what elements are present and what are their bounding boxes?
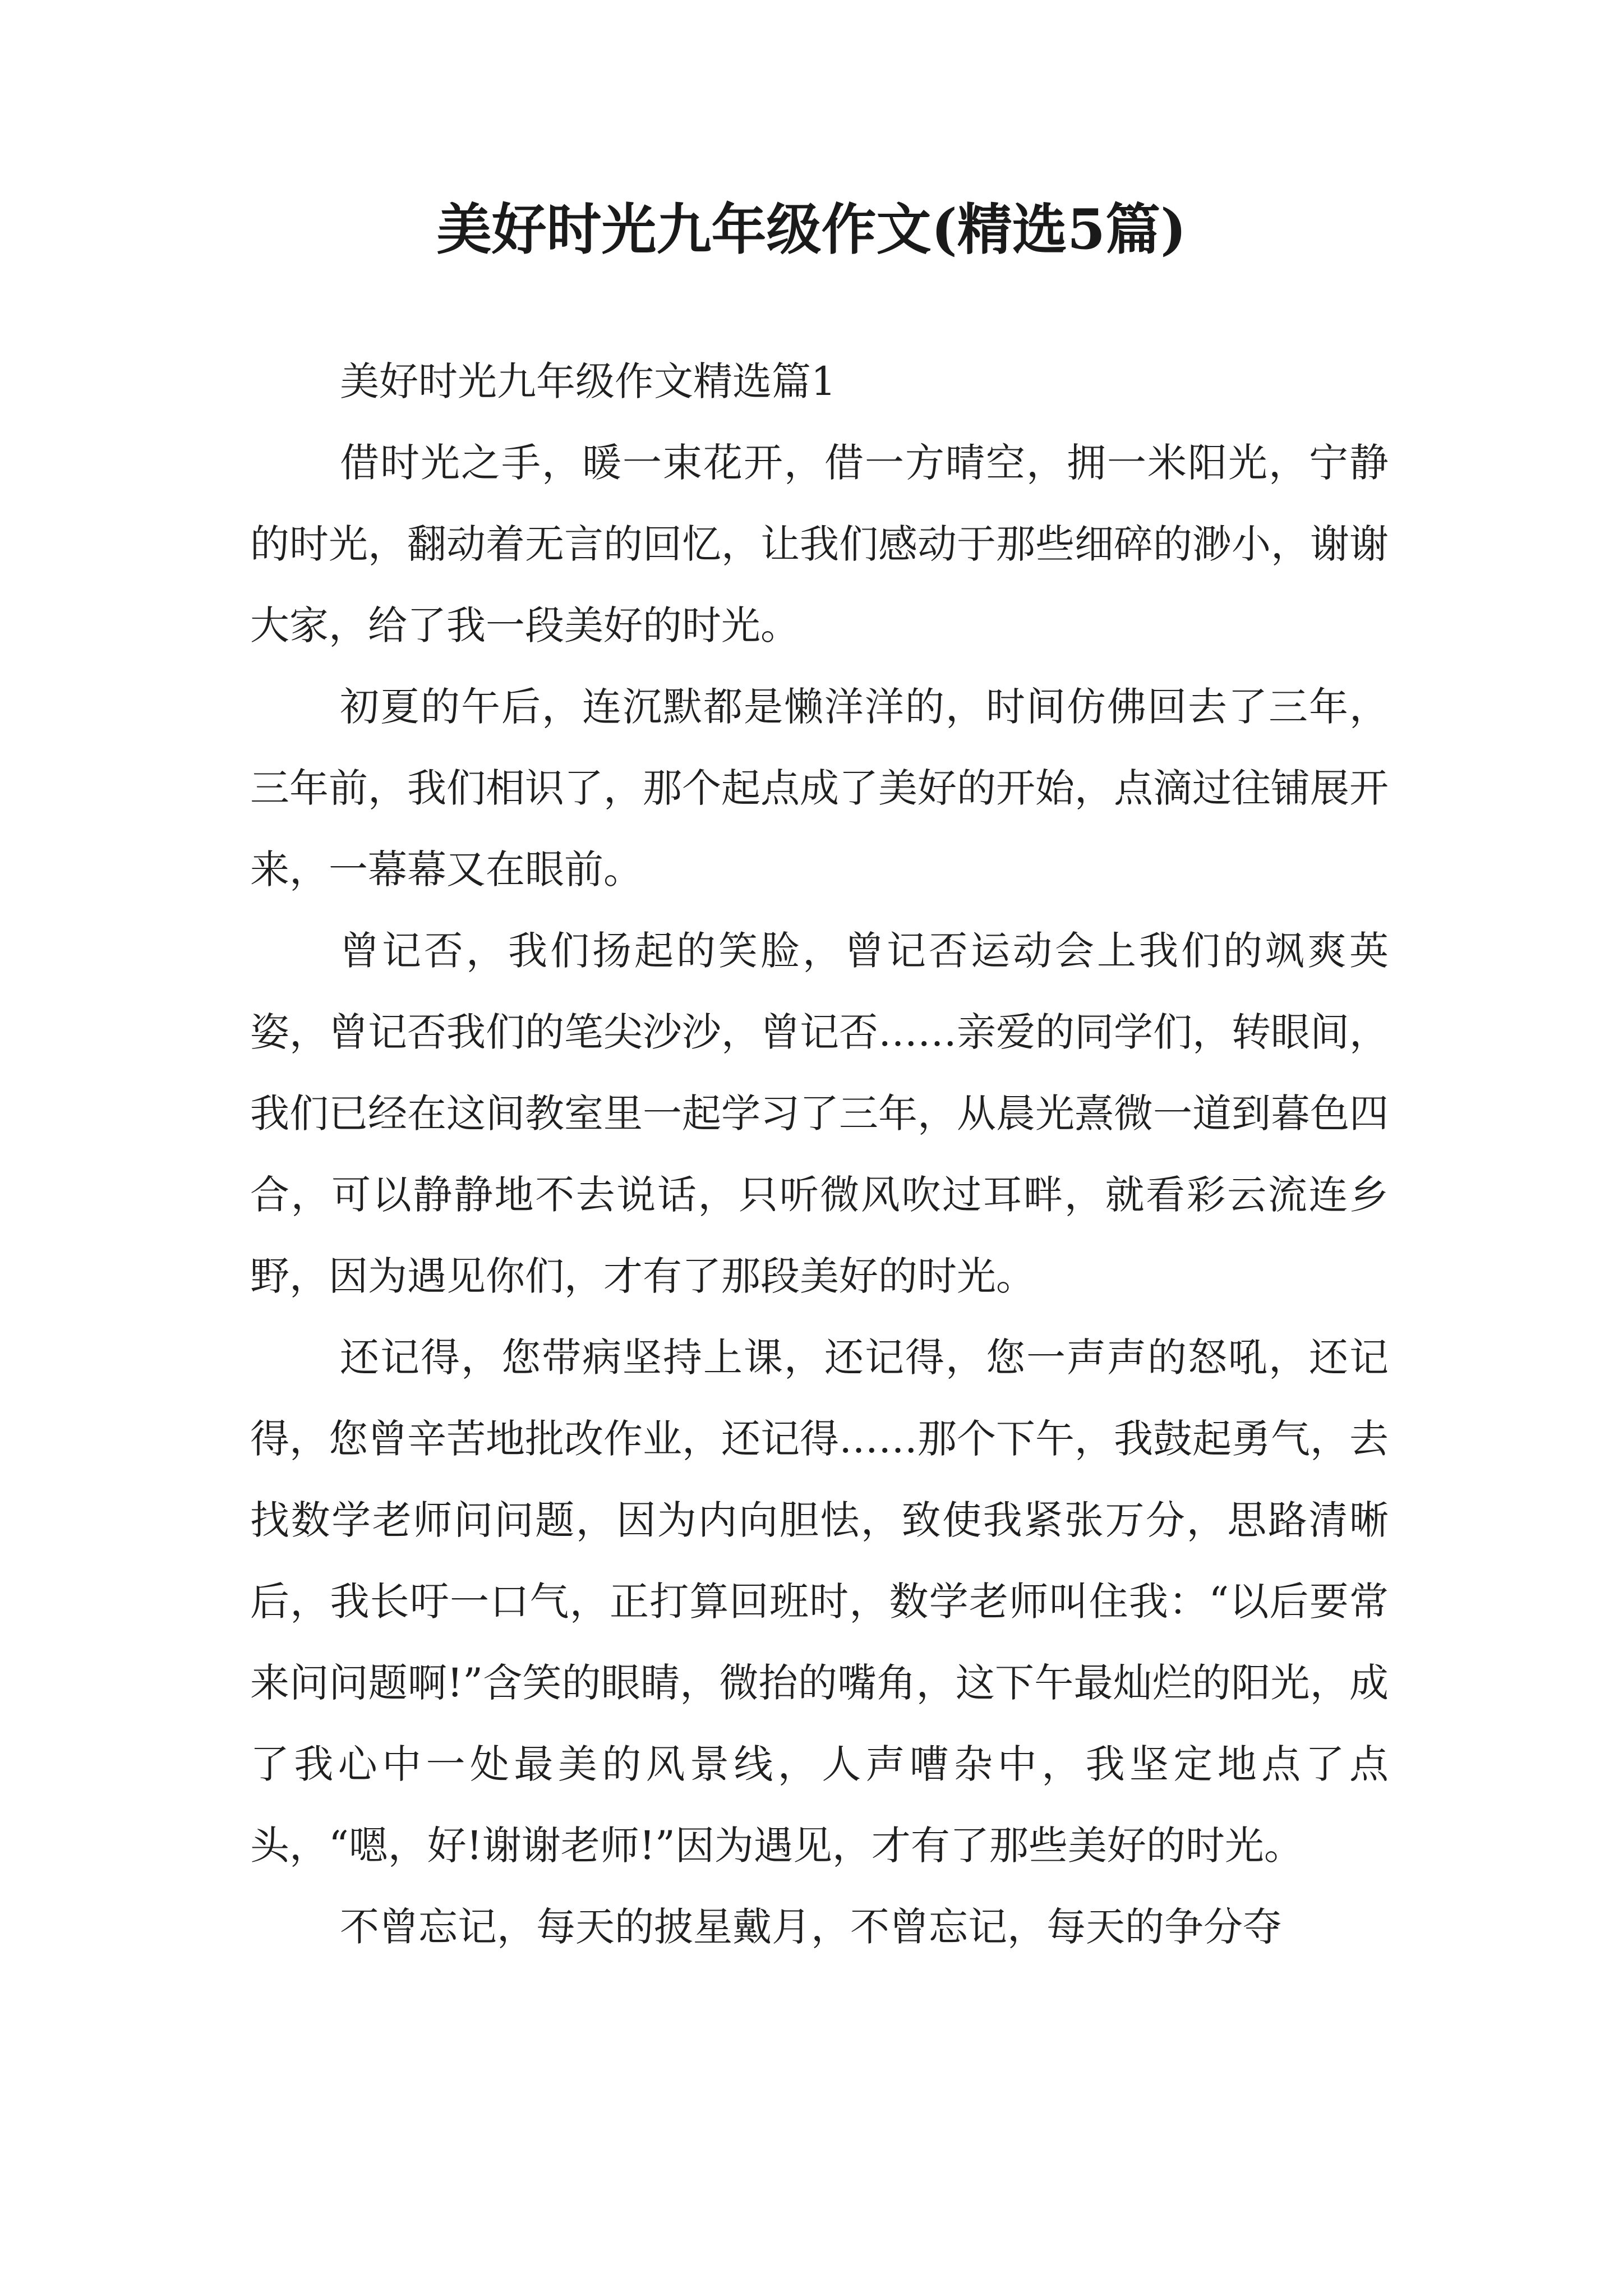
paragraph-4: 还记得，您带病坚持上课，还记得，您一声声的怒吼，还记得，您曾辛苦地批改作业，还记得……那个下午，我鼓起勇气，去找数学老师问问题，因为内向胆怯，致使我紧张万分，思路清晰后，我长吁一口气，正打算回班时，数学老师叫住我：“以后要常来问问题啊!”含笑的眼睛，微抬的嘴角，这下午最灿烂的阳光，成了我心中一处最美的风景线，人声嘈杂中，我坚定地点了点头，“嗯，好!谢谢老师!”因为遇见，才有了那些美好的时光。	[250, 1335, 1389, 1869]
paragraph-5: 不曾忘记，每天的披星戴月，不曾忘记，每天的争分夺	[340, 1904, 1282, 1950]
paragraph-3: 曾记否，我们扬起的笑脸，曾记否运动会上我们的飒爽英姿，曾记否我们的笔尖沙沙，曾记否……亲爱的同学们，转眼间，我们已经在这间教室里一起学习了三年，从晨光熹微一道到暮色四合，可以静静地不去说话，只听微风吹过耳畔，就看彩云流连乡野，因为遇见你们，才有了那段美好的时光。	[250, 928, 1389, 1299]
document-title: 美好时光九年级作文(精选5篇)	[436, 197, 1187, 262]
paragraph-1: 借时光之手，暖一束花开，借一方晴空，拥一米阳光，宁静的时光，翻动着无言的回忆，让我们感动于那些细碎的渺小，谢谢大家，给了我一段美好的时光。	[250, 440, 1389, 648]
paragraph-2: 初夏的午后，连沉默都是懒洋洋的，时间仿佛回去了三年，三年前，我们相识了，那个起点成了美好的开始，点滴过往铺展开来，一幕幕又在眼前。	[250, 684, 1389, 892]
document-body	[250, 341, 1389, 1968]
section-heading: 美好时光九年级作文精选篇1	[340, 358, 836, 404]
